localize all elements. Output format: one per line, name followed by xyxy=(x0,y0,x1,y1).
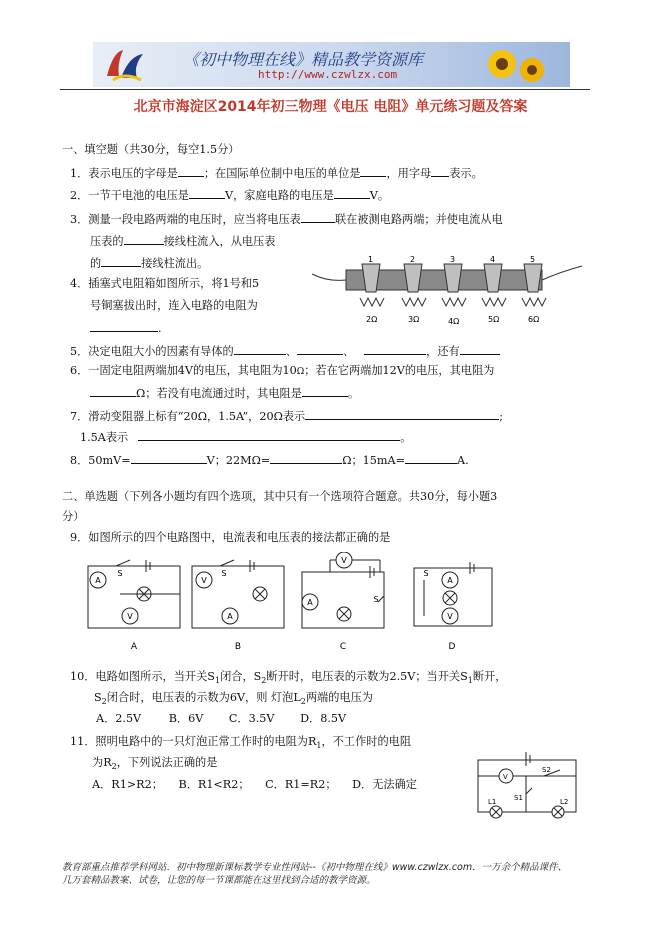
question-3-line2 xyxy=(90,233,275,249)
q11-option-c[interactable]: C．R1=R2； xyxy=(265,778,337,791)
q10-option-c[interactable]: C．3.5V xyxy=(228,712,275,725)
q10-sub-a: 1 xyxy=(214,676,221,686)
question-3-line1 xyxy=(70,211,503,227)
q10-text-d: 断开， xyxy=(472,670,507,683)
svg-text:V: V xyxy=(447,612,453,621)
q10-text-f: 闭合时，电压表的示数为6V，则 灯泡L xyxy=(106,691,301,704)
resistor-box-figure xyxy=(310,252,592,332)
q11-circuit-figure xyxy=(466,748,584,822)
question-9: 9．如图所示的四个电路图中，电流表和电压表的接法都正确的是 xyxy=(70,531,391,544)
q11-fig-s1: S1 xyxy=(514,794,523,802)
q10-text-c: 断开时，电压表的示数为2.5V；当开关S xyxy=(266,670,468,683)
plug-number-1: 1 xyxy=(368,255,374,264)
q11-option-a[interactable]: A．R1>R2； xyxy=(92,778,163,791)
q8-text-d: A. xyxy=(456,454,469,467)
footer-line-2: 几万套精品教案、试卷，让您的每一节课都能在这里找到合适的教学资源。 xyxy=(62,875,376,886)
q10-option-d[interactable]: D．8.5V xyxy=(300,712,347,725)
q3-text-d: 接线柱流入，从电压表 xyxy=(163,235,276,248)
q9-label-d: D xyxy=(448,642,456,652)
q3-text-b: 联在被测电路两端；并使电流从电 xyxy=(334,213,503,226)
q11-text-d: ，下列说法正确的是 xyxy=(116,756,218,769)
q8-blank-1[interactable] xyxy=(131,452,207,464)
q6-text-a: 6．一固定电阻两端加4V的电压，其电阻为10 xyxy=(70,364,297,377)
q9-label-b: B xyxy=(234,642,242,652)
svg-text:A: A xyxy=(227,612,233,621)
q11-fig-l1: L1 xyxy=(488,798,497,806)
svg-text:V: V xyxy=(127,612,133,621)
banner-url[interactable]: http://www.czwlzx.com xyxy=(258,68,398,81)
q5-blank-1[interactable] xyxy=(234,343,286,355)
svg-text:A: A xyxy=(447,576,453,585)
plug-number-5: 5 xyxy=(530,255,536,264)
question-8 xyxy=(70,452,469,468)
question-4-line3 xyxy=(90,320,162,336)
q1-text-a: 1．表示电压的字母是 xyxy=(70,167,178,180)
q7-text-a: 7．滑动变阻器上标有“20Ω，1.5A”，20Ω表示 xyxy=(70,410,306,423)
svg-text:V: V xyxy=(201,576,207,585)
plug-number-4: 4 xyxy=(490,255,496,264)
q11-fig-s2: S2 xyxy=(542,766,551,774)
resistance-label-4: 5Ω xyxy=(488,315,500,324)
plug-number-2: 2 xyxy=(410,255,416,264)
sunflower-icon xyxy=(480,46,550,86)
q6-blank-1[interactable] xyxy=(90,385,136,397)
svg-text:S: S xyxy=(423,569,429,578)
q1-text-c: ，用字母 xyxy=(386,167,432,180)
q10-text-b: 闭合，S xyxy=(220,670,262,683)
q3-blank-1[interactable] xyxy=(301,211,335,223)
q3-text-a: 3．测量一段电路两端的电压时，应当将电压表 xyxy=(70,213,301,226)
q8-text-a: 8．50mV= xyxy=(70,454,131,467)
question-10-line2 xyxy=(94,691,373,709)
q7-text-b: ; xyxy=(499,410,504,423)
q11-option-d[interactable]: D．无法确定 xyxy=(352,778,417,791)
logo-icon xyxy=(103,46,147,84)
q8-text-b: V；22MΩ= xyxy=(206,454,271,467)
q5-text-c: 、 xyxy=(342,345,355,358)
plug-number-3: 3 xyxy=(450,255,456,264)
question-6-line2 xyxy=(90,385,359,401)
q6-text-d: 。 xyxy=(347,387,360,400)
q11-text-b: ，不工作时的电阻 xyxy=(321,735,412,748)
svg-text:A: A xyxy=(307,598,313,607)
question-6-line1: 6．一固定电阻两端加4V的电压，其电阻为10Ω；若在它两端加12V的电压，其电阻为 xyxy=(70,364,495,377)
q11-fig-v: V xyxy=(503,773,508,781)
q9-circuits-figure xyxy=(80,552,495,654)
q10-text-g: 两端的电压为 xyxy=(305,691,373,704)
question-10-options xyxy=(96,712,346,726)
q10-option-b[interactable]: B．6V xyxy=(168,712,204,725)
q6-blank-2[interactable] xyxy=(302,385,348,397)
q2-text-c: V。 xyxy=(369,189,390,202)
section2-heading-line1: 二、单选题（下列各小题均有四个选项，其中只有一个选项符合题意。共30分，每小题3 xyxy=(62,490,498,503)
q11-text-a: 11．照明电路中的一只灯泡正常工作时的电阻为R xyxy=(70,735,317,748)
q3-text-c: 压表的 xyxy=(90,235,124,248)
resistance-label-3: 4Ω xyxy=(448,317,460,326)
q8-text-c: Ω；15mA= xyxy=(342,454,405,467)
header-banner xyxy=(93,42,570,87)
q5-text-b: 、 xyxy=(285,345,297,358)
question-11-line2 xyxy=(92,756,217,774)
svg-text:S: S xyxy=(221,569,227,578)
section2-heading-line2: 分） xyxy=(62,510,85,523)
q5-text-a: 5．决定电阻大小的因素有导体的 xyxy=(70,345,234,358)
q7-text-c: 1.5A表示 xyxy=(80,431,129,444)
q2-blank-1[interactable] xyxy=(189,187,225,199)
svg-text:A: A xyxy=(95,576,101,585)
q2-blank-2[interactable] xyxy=(334,187,370,199)
q11-text-c: 为R xyxy=(92,756,112,769)
q1-blank-2[interactable] xyxy=(360,165,386,177)
question-1 xyxy=(70,165,483,181)
q3-blank-3[interactable] xyxy=(101,255,141,267)
q2-text-b: V，家庭电路的电压是 xyxy=(225,189,334,202)
q4-text-c: . xyxy=(158,322,162,335)
question-7-line1 xyxy=(70,408,503,424)
q5-blank-4[interactable] xyxy=(460,343,500,355)
section1-heading: 一、填空题（共30分，每空1.5分） xyxy=(62,143,240,156)
q4-blank[interactable] xyxy=(90,320,158,332)
footer-line-1: 教育部重点推荐学科网站．初中物理新课标教学专业性网站--《初中物理在线》www.czwlzx.com．一万余个精品课件、 xyxy=(62,862,568,873)
q1-text-d: 表示。 xyxy=(449,167,483,180)
question-11-line1 xyxy=(70,735,411,753)
q6-text-c: Ω；若没有电流通过时，其电阻是 xyxy=(136,387,302,400)
q5-text-d: ，还有 xyxy=(426,345,460,358)
page-footer xyxy=(62,861,567,887)
q10-text-e: S xyxy=(94,691,102,704)
q6-text-b: ；若在它两端加12V的电压，其电阻为 xyxy=(304,364,495,377)
q11-sub-c: 2 xyxy=(111,762,117,772)
q2-text-a: 2．一节干电池的电压是 xyxy=(70,189,189,202)
q9-label-a: A xyxy=(130,642,138,652)
svg-text:S: S xyxy=(117,569,123,578)
q5-blank-2[interactable] xyxy=(297,343,343,355)
q10-option-a[interactable]: A．2.5V xyxy=(96,712,142,725)
question-4-line2: 号铜塞拔出时，连入电路的电阻为 xyxy=(90,299,258,312)
q1-text-b: ；在国际单位制中电压的单位是 xyxy=(203,167,361,180)
banner-title: 《初中物理在线》精品教学资源库 xyxy=(183,50,424,69)
q3-blank-2[interactable] xyxy=(124,233,164,245)
q1-blank-1[interactable] xyxy=(178,165,204,177)
q11-fig-l2: L2 xyxy=(560,798,569,806)
q10-sub-c: 1 xyxy=(467,676,473,686)
q8-blank-2[interactable] xyxy=(270,452,342,464)
q8-blank-3[interactable] xyxy=(405,452,457,464)
q5-blank-3[interactable] xyxy=(364,343,426,355)
question-4-line1: 4．插塞式电阻箱如图所示，将1号和5 xyxy=(70,277,260,290)
q9-label-c: C xyxy=(339,642,347,652)
q7-blank-2[interactable] xyxy=(138,429,400,441)
resistance-label-5: 6Ω xyxy=(528,315,540,324)
question-2 xyxy=(70,187,389,203)
question-7-line2 xyxy=(80,429,411,445)
question-3-line3 xyxy=(90,255,208,271)
question-5 xyxy=(70,343,500,359)
resistance-label-1: 2Ω xyxy=(366,315,378,324)
svg-text:V: V xyxy=(341,556,347,565)
question-10-line1 xyxy=(70,670,506,688)
resistance-label-2: 3Ω xyxy=(408,315,420,324)
q10-text-a: 10．电路如图所示，当开关S xyxy=(70,670,215,683)
q7-blank-1[interactable] xyxy=(305,408,499,420)
q7-text-d: 。 xyxy=(400,431,412,444)
q1-blank-3[interactable] xyxy=(431,165,449,177)
q10-sub-b: 2 xyxy=(261,676,267,686)
q11-option-b[interactable]: B．R1<R2； xyxy=(178,778,250,791)
q3-text-f: 接线柱流出。 xyxy=(141,257,209,270)
header-divider xyxy=(60,89,590,90)
q11-sub-a: 1 xyxy=(316,741,322,751)
q3-text-e: 的 xyxy=(90,257,102,270)
svg-text:S: S xyxy=(373,595,379,604)
question-11-options xyxy=(92,778,417,792)
q10-sub-e: 2 xyxy=(101,697,107,707)
document-title: 北京市海淀区2014年初三物理《电压 电阻》单元练习题及答案 xyxy=(133,99,528,115)
q10-sub-f: 2 xyxy=(300,697,306,707)
